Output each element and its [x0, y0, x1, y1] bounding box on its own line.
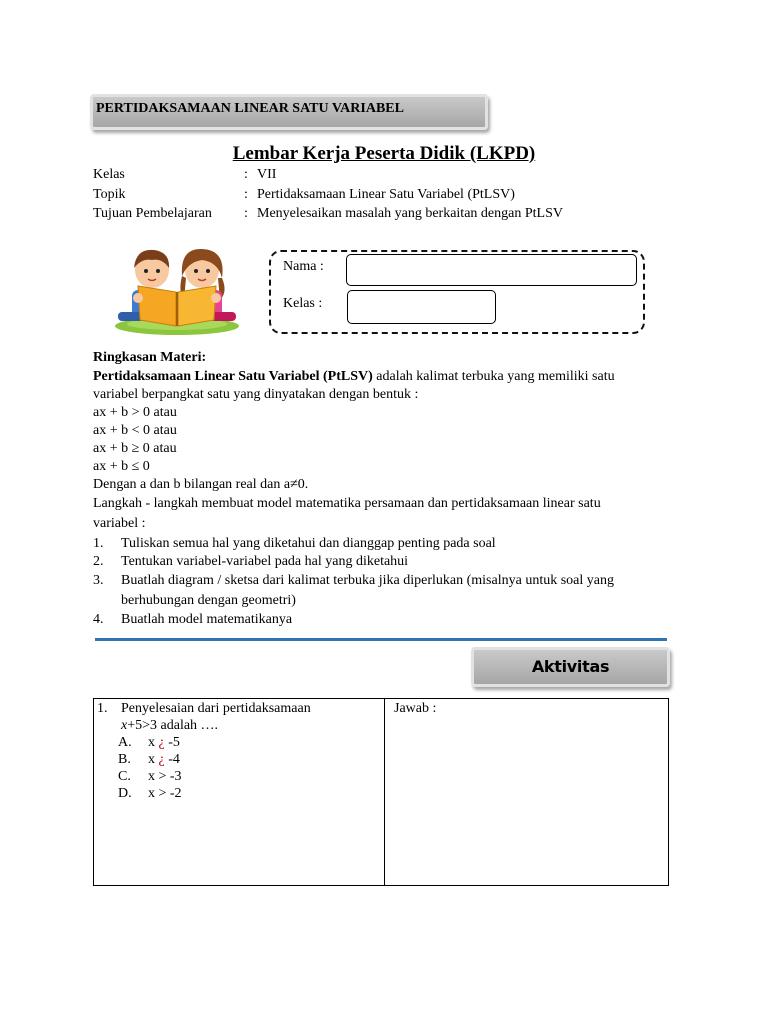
info-value: Pertidaksamaan Linear Satu Variabel (PtLSV): [257, 187, 515, 202]
form-1: ax + b > 0 atau: [93, 405, 177, 420]
option-letter: D.: [118, 786, 132, 801]
nama-label: Nama :: [283, 259, 324, 274]
topic-banner-text: PERTIDAKSAMAAN LINEAR SATU VARIABEL: [96, 101, 404, 116]
activity-banner: [471, 647, 670, 687]
summary-intro-line2: variabel berpangkat satu yang dinyatakan dengan bentuk :: [93, 387, 419, 402]
info-colon: :: [244, 187, 248, 202]
info-label: Kelas: [93, 167, 125, 182]
summary-condition: Dengan a dan b bilangan real dan a≠0.: [93, 477, 309, 492]
question-text: Penyelesaian dari pertidaksamaan: [121, 701, 311, 716]
option-text: x ¿ -4: [148, 752, 180, 767]
option-text: x ¿ -5: [148, 735, 180, 750]
question-number: 1.: [97, 701, 108, 716]
step-text: Tuliskan semua hal yang diketahui dan dianggap penting pada soal: [121, 536, 496, 551]
info-value: VII: [257, 167, 277, 182]
step-item: [93, 592, 653, 610]
info-colon: :: [244, 206, 248, 221]
option-a[interactable]: [93, 734, 378, 751]
form-3: ax + b ≥ 0 atau: [93, 441, 177, 456]
step-item: [93, 553, 653, 571]
step-text: Buatlah diagram / sketsa dari kalimat terbuka jika diperlukan (misalnya untuk soal yang: [121, 573, 614, 588]
step-number: 1.: [93, 536, 104, 551]
option-text: x > -3: [148, 769, 182, 784]
nama-field[interactable]: [346, 254, 637, 286]
expression-rest: +5>3 adalah ….: [127, 718, 219, 733]
answer-label: Jawab :: [394, 701, 437, 716]
step-text: Buatlah model matematikanya: [121, 612, 293, 627]
step-text: berhubungan dengan geometri): [121, 593, 296, 608]
section-divider: [95, 638, 667, 641]
topic-banner: [90, 94, 488, 130]
step-number: 3.: [93, 573, 104, 588]
info-label: Tujuan Pembelajaran: [93, 206, 212, 221]
step-item: [93, 611, 653, 629]
form-2: ax + b < 0 atau: [93, 423, 177, 438]
option-letter: C.: [118, 769, 131, 784]
form-4: ax + b ≤ 0: [93, 459, 150, 474]
answer-area[interactable]: [390, 720, 664, 880]
document-title: Lembar Kerja Peserta Didik (LKPD): [232, 143, 536, 164]
steps-intro-2: variabel :: [93, 516, 146, 531]
step-text: Tentukan variabel-variabel pada hal yang diketahui: [121, 554, 409, 569]
summary-heading: Ringkasan Materi:: [93, 350, 207, 365]
question-expression: [121, 717, 218, 734]
option-d[interactable]: [93, 785, 378, 802]
activity-banner-text: Aktivitas: [531, 657, 610, 676]
kelas-field[interactable]: [347, 290, 496, 324]
summary-intro-rest: adalah kalimat terbuka yang memiliki satu: [372, 369, 615, 384]
info-value: Menyelesaikan masalah yang berkaitan dengan PtLSV: [257, 206, 563, 221]
steps-intro-1: Langkah - langkah membuat model matematika persamaan dan pertidaksamaan linear satu: [93, 496, 601, 511]
info-colon: :: [244, 167, 248, 182]
step-number: 4.: [93, 612, 104, 627]
kelas-label: Kelas :: [283, 296, 323, 311]
step-item: [93, 572, 663, 590]
option-c[interactable]: [93, 768, 378, 785]
summary-intro: [93, 368, 615, 386]
step-number: 2.: [93, 554, 104, 569]
table-column-divider: [384, 698, 385, 886]
step-item: [93, 535, 653, 553]
children-reading-icon: [112, 246, 242, 338]
question-line: [97, 700, 382, 717]
option-text: x > -2: [148, 786, 182, 801]
option-b[interactable]: [93, 751, 378, 768]
info-label: Topik: [93, 187, 126, 202]
expression-variable: x: [121, 718, 128, 733]
option-letter: A.: [118, 735, 132, 750]
summary-intro-term: Pertidaksamaan Linear Satu Variabel (PtLSV): [93, 369, 373, 384]
option-letter: B.: [118, 752, 131, 767]
